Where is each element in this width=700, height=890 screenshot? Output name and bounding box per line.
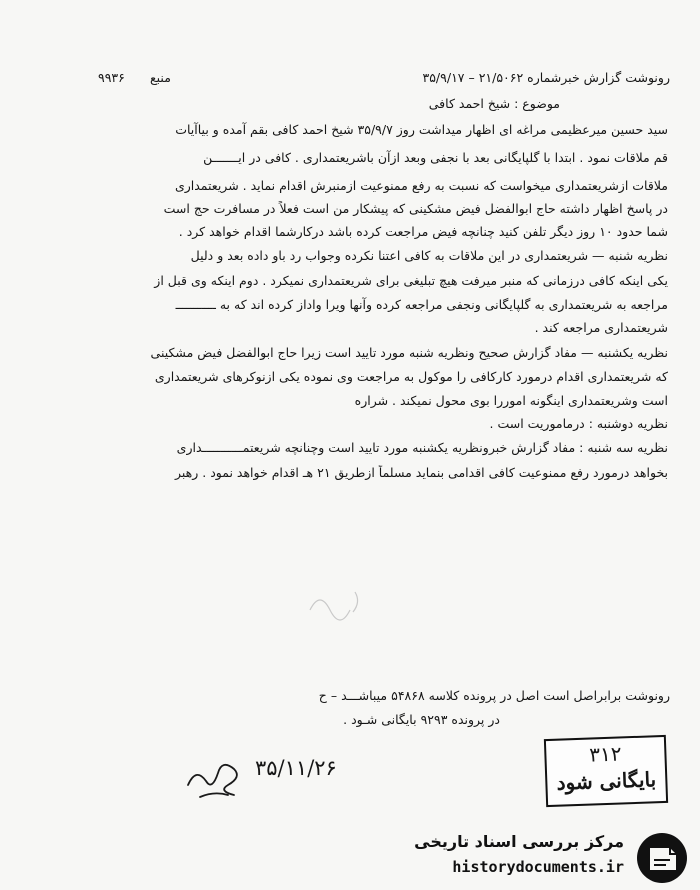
- body-line: نظریه شنبه — شریعتمداری در این ملاقات به کافی اعتنا نکرده وجواب رد باو داده بعد و دلیل: [190, 248, 668, 263]
- body-line: قم ملاقات نمود . ابتدا با گلپایگانی بعد با نجفی وبعد ازآن باشریعتمداری . کافی در ایـــــــن: [203, 150, 668, 165]
- body-line: است وشریعتمداری اینگونه اموررا بوی محول نمیکند . شراره: [354, 393, 668, 408]
- body-line: شریعتمداری مراجعه کند .: [534, 320, 668, 335]
- body-line: سید حسین میرعظیمی مراغه ای اظهار میداشت روز ۳۵/۹/۷ شیخ احمد کافی بقم آمده و بیاآیات: [175, 122, 668, 137]
- handwritten-signature: [180, 745, 260, 805]
- stamp-text: بایگانی شود: [556, 767, 657, 795]
- body-line: مراجعه به شریعتمداری به گلپایگانی ونجفی مراجعه کرده وآنها ویرا واداز کرده اند که به ـــــــــــ: [175, 297, 668, 312]
- body-line: ملاقات ازشریعتمداری میخواست که نسبت به رفع ممنوعیت ازمنبرش اقدام نماید . شریعتمداری: [174, 178, 668, 193]
- body-line: در پاسخ اظهار داشته حاج ابوالفضل فیض مشکینی که پیشکار من است فعلاً در مسافرت حج است: [163, 201, 668, 216]
- body-line: نظریه دوشنبه : درماموریت است .: [489, 416, 668, 431]
- faint-initials-mark: [300, 580, 380, 630]
- stamp-number: ۳۱۲: [588, 741, 622, 767]
- watermark-url: historydocuments.ir: [452, 858, 624, 876]
- body-line: که شریعتمداری اقدام درمورد کارکافی را موکول به مراجعت وی نموده یکی ازنوکرهای شریعتمداری: [154, 369, 668, 384]
- report-number-line: رونوشت گزارش خبرشماره ۲۱/۵۰۶۲ – ۳۵/۹/۱۷: [422, 70, 670, 85]
- body-line: بخواهد درمورد رفع ممنوعیت کافی اقدامی بنماید مسلماً ازطریق ۲۱ هـ اقدام خواهد نمود . رهبر: [174, 465, 668, 480]
- body-line: یکی اینکه کافی درزمانی که منبر میرفت هیچ تبلیغی برای شریعتمداری نمیکرد . دوم اینکه وی قبل از: [154, 273, 668, 288]
- body-line: نظریه یکشنبه — مفاد گزارش صحیح ونظریه شنبه مورد تایید است زیرا حاج ابوالفضل فیض مشکینی: [150, 345, 668, 360]
- archive-line: در پرونده ۹۲۹۳ بایگانی شـود .: [343, 712, 500, 727]
- source-label: منبع: [150, 70, 171, 85]
- archive-logo-icon: [634, 830, 690, 886]
- watermark-org: مرکز بررسی اسناد تاریخی: [414, 832, 624, 851]
- subject-line: موضوع : شیخ احمد کافی: [428, 96, 560, 111]
- copy-certification-line: رونوشت برابراصل است اصل در پرونده کلاسه ۵۴۸۶۸ میباشـــد – ح: [318, 688, 670, 703]
- body-line: نظریه سه شنبه : مفاد گزارش خبرونظریه یکشنبه مورد تایید است وچنانچه شریعتمـــــــــــداری: [176, 440, 668, 455]
- body-line: شما حدود ۱۰ روز دیگر تلفن کنید چنانچه فیض مراجعت کرده باشد درکارشما اقدام خواهد کرد .: [178, 224, 668, 239]
- watermark: [408, 830, 694, 886]
- source-number: ۹۹۳۶: [98, 70, 125, 85]
- handwritten-date: ۳۵/۱۱/۲۶: [255, 756, 337, 780]
- archive-stamp: [544, 735, 668, 807]
